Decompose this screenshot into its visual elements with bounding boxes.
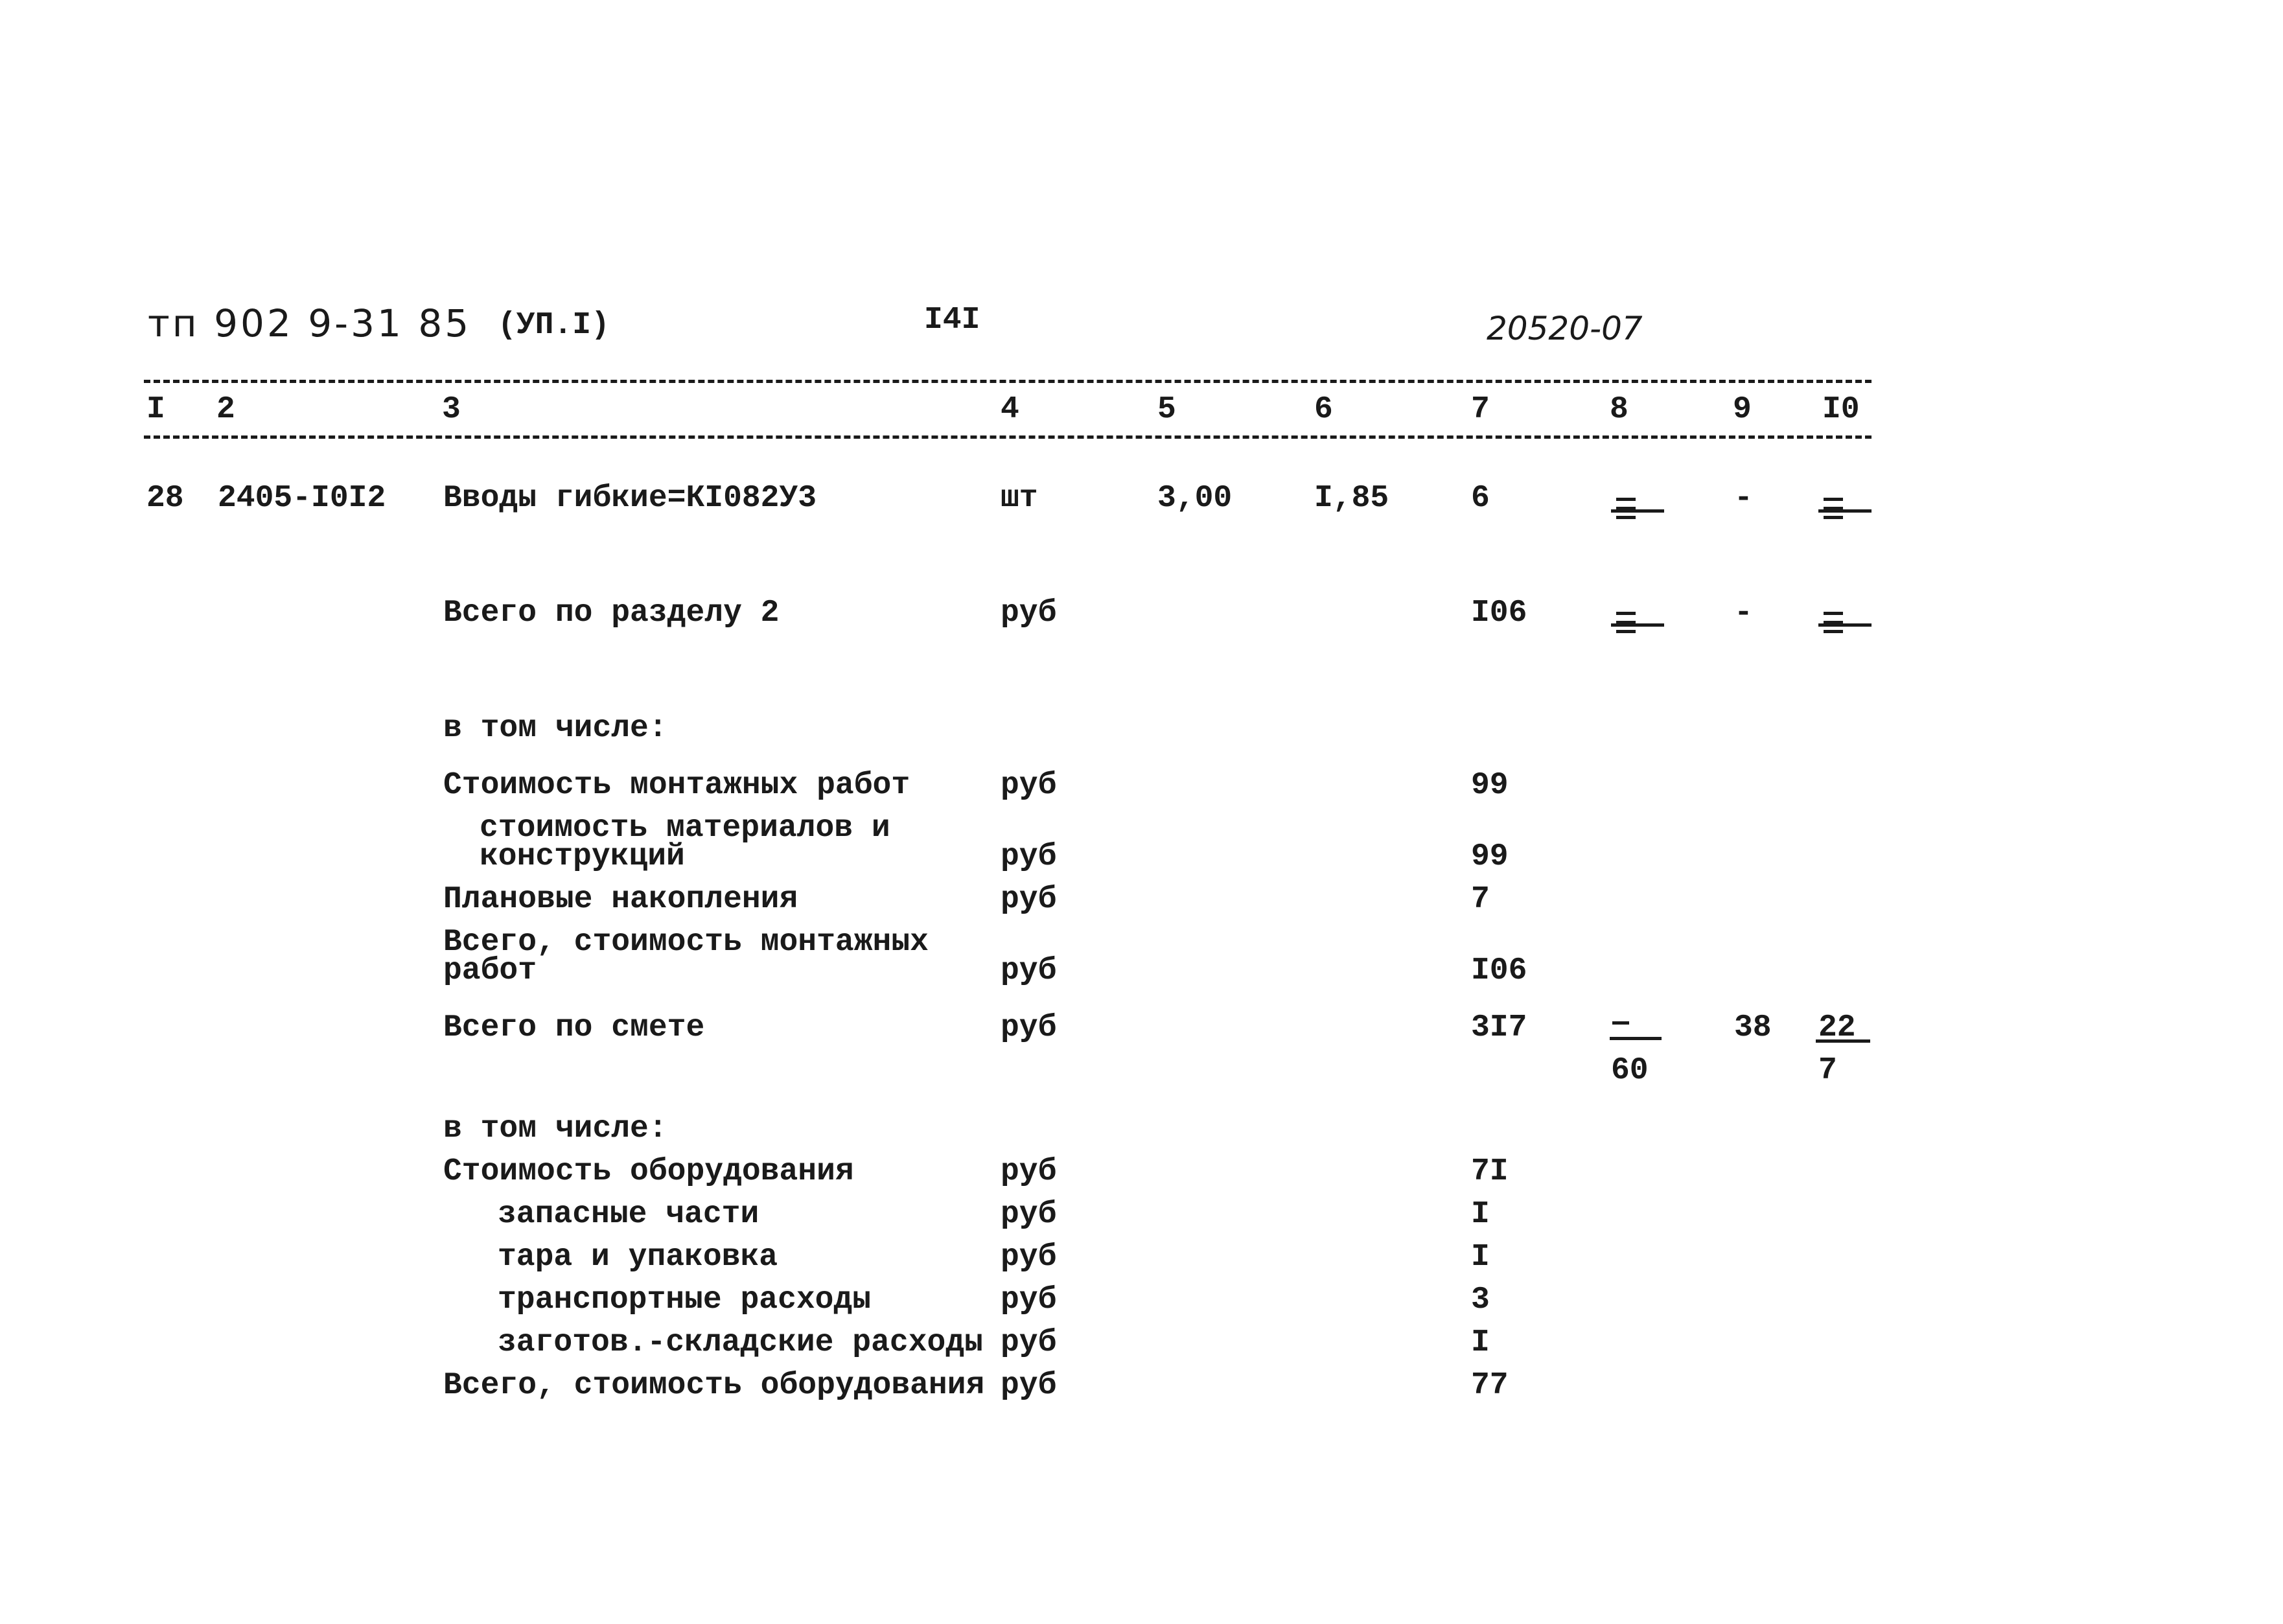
section-total-value: I06 [1471, 596, 1527, 631]
equipment-total-label: Всего, стоимость оборудования [443, 1368, 985, 1403]
item-col5: 3,00 [1157, 481, 1233, 516]
col-header-4: 4 [1001, 392, 1019, 427]
install-cost-label: Стоимость монтажных работ [443, 768, 910, 803]
equipment-item-unit: руб [1001, 1197, 1057, 1232]
col-header-10: I0 [1822, 392, 1860, 427]
install-cost-value: 99 [1471, 768, 1509, 803]
including-heading-2: в том числе: [443, 1111, 667, 1146]
estimate-total-unit: руб [1001, 1010, 1057, 1045]
col-header-8: 8 [1610, 392, 1628, 427]
estimate-col10-bottom: 7 [1818, 1053, 1837, 1088]
equipment-item-unit: руб [1001, 1325, 1057, 1360]
col-header-5: 5 [1157, 392, 1176, 427]
estimate-total-label: Всего по смете [443, 1010, 705, 1045]
materials-cost-value: 99 [1471, 839, 1509, 874]
item-col8-blank-mark [1611, 498, 1664, 524]
item-col6: I,85 [1314, 481, 1389, 516]
equipment-item-label: транспортные расходы [498, 1282, 872, 1317]
estimate-total-value: 3I7 [1471, 1010, 1527, 1045]
total-install-label-1: Всего, стоимость монтажных [443, 925, 929, 960]
header-rule-bottom [144, 435, 1872, 439]
estimate-col10-fraction-line [1816, 1039, 1870, 1043]
equipment-item-label: запасные части [498, 1197, 759, 1232]
section-total-unit: руб [1001, 596, 1057, 631]
estimate-col10-top: 22 [1818, 1010, 1856, 1045]
equipment-item-label: заготов.-складские расходы [498, 1325, 983, 1360]
including-heading-1: в том числе: [443, 711, 667, 746]
total-install-label-2: работ [443, 953, 537, 988]
equipment-item-value: 3 [1471, 1282, 1490, 1317]
col-header-9: 9 [1733, 392, 1752, 427]
col-header-1: I [146, 392, 165, 427]
equipment-total-value: 77 [1471, 1368, 1509, 1403]
section-total-col9: - [1734, 596, 1753, 631]
materials-cost-label-1: стоимость материалов и [480, 811, 890, 846]
equipment-item-unit: руб [1001, 1282, 1057, 1317]
equipment-item-label: тара и упаковка [498, 1240, 778, 1275]
equipment-item-value: I [1471, 1325, 1490, 1360]
doc-number: 20520-07 [1487, 310, 1643, 347]
equipment-item-unit: руб [1001, 1240, 1057, 1275]
col-header-2: 2 [216, 392, 235, 427]
planned-savings-label: Плановые накопления [443, 882, 798, 917]
item-code: 2405-I0I2 [218, 481, 386, 516]
estimate-col9: 38 [1734, 1010, 1772, 1045]
equipment-total-unit: руб [1001, 1368, 1057, 1403]
estimate-col8-bottom: 60 [1611, 1053, 1649, 1088]
estimate-col8-dash [1612, 1021, 1629, 1025]
planned-savings-unit: руб [1001, 882, 1057, 917]
doc-code: тп 902 9-31 85 [148, 301, 472, 345]
equipment-unit: руб [1001, 1154, 1057, 1189]
materials-cost-unit: руб [1001, 839, 1057, 874]
item-name: Вводы гибкие=КI082У3 [443, 481, 817, 516]
planned-savings-value: 7 [1471, 882, 1490, 917]
col-header-6: 6 [1314, 392, 1333, 427]
item-col9: - [1734, 481, 1753, 516]
total-install-value: I06 [1471, 953, 1527, 988]
item-number: 28 [146, 481, 184, 516]
section-col8-blank-mark [1611, 612, 1664, 638]
estimate-col8-fraction-line [1610, 1037, 1662, 1040]
equipment-item-value: I [1471, 1197, 1490, 1232]
equipment-value: 7I [1471, 1154, 1509, 1189]
album-number: (УП.I) [498, 308, 610, 343]
equipment-label: Стоимость оборудования [443, 1154, 854, 1189]
section-col10-blank-mark [1818, 612, 1872, 638]
total-install-unit: руб [1001, 953, 1057, 988]
materials-cost-label-2: конструкций [480, 839, 685, 874]
section-total-label: Всего по разделу 2 [443, 596, 780, 631]
item-col10-blank-mark [1818, 498, 1872, 524]
page-number: I4I [924, 303, 980, 338]
header-rule-top [144, 380, 1872, 383]
item-unit: шт [1001, 481, 1038, 516]
install-cost-unit: руб [1001, 768, 1057, 803]
equipment-item-value: I [1471, 1240, 1490, 1275]
item-col7: 6 [1471, 481, 1490, 516]
col-header-7: 7 [1471, 392, 1490, 427]
col-header-3: 3 [442, 392, 461, 427]
